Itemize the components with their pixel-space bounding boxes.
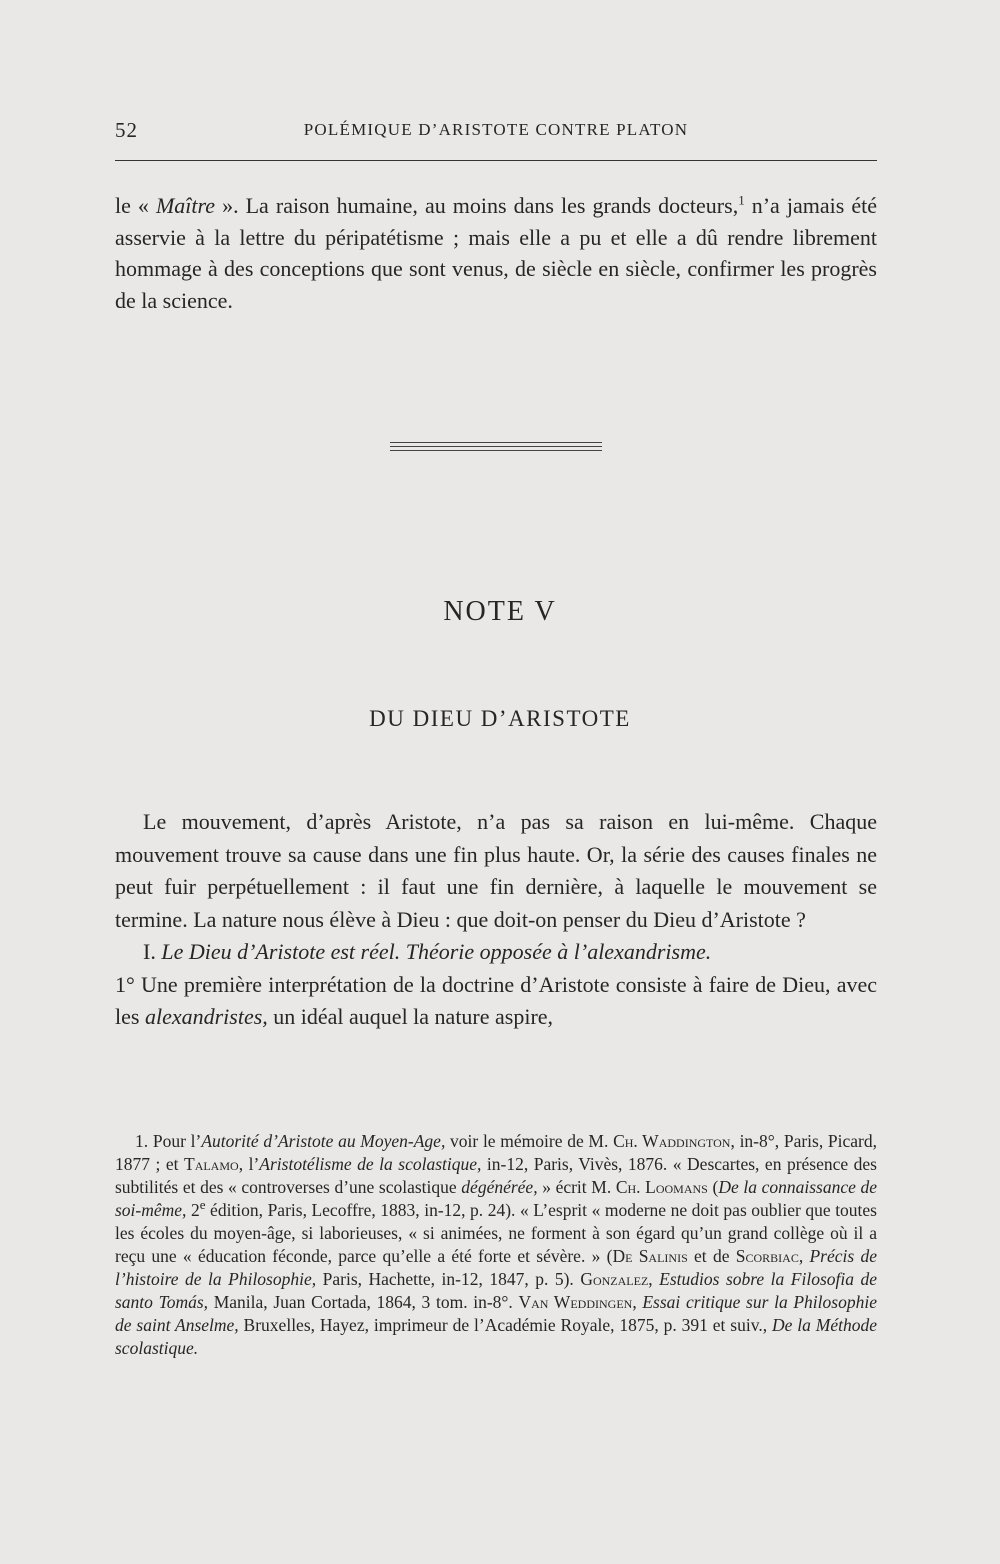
fn-author: Talamo bbox=[184, 1154, 239, 1174]
body-italic: alexandristes, bbox=[144, 1004, 268, 1029]
intro-text: n’a jamais été asservie à la lettre du péripatétisme ; mais elle a pu et elle a dû rendre librement hommage à des conceptions que sont venus, de siècle en siècle, confirmer les progrès de la science. bbox=[115, 193, 877, 313]
fn-author: Ch. Loomans bbox=[615, 1177, 708, 1197]
fn-text: ( bbox=[707, 1177, 719, 1197]
fn-text: , bbox=[648, 1269, 660, 1289]
fn-text: 1. Pour l’ bbox=[135, 1131, 202, 1151]
fn-italic: De la Méthode scolastique. bbox=[115, 1315, 877, 1358]
intro-italic: Maître bbox=[155, 193, 216, 218]
note-body bbox=[115, 806, 877, 1034]
fn-text: , l’ bbox=[238, 1154, 260, 1174]
fn-italic: Essai critique sur la Philosophie de saint Anselme, bbox=[115, 1292, 877, 1335]
footnotes bbox=[115, 1130, 877, 1360]
intro-paragraph bbox=[115, 190, 877, 316]
body-paragraph: Le mouvement, d’après Aristote, n’a pas sa raison en lui-même. Chaque mouvement trouve sa cause dans une fin plus haute. Or, la série des causes finales ne peut fuir perpétuellement : il faut une fin dernière, à laquelle le mouvement se termine. La nature nous élève à Dieu : que doit-on penser du Dieu d’Aristote ? bbox=[115, 809, 877, 932]
fn-italic: Précis de l’histoire de la Philosophie, bbox=[115, 1246, 877, 1289]
fn-author: Gonzalez bbox=[580, 1269, 649, 1289]
fn-text: 2 bbox=[186, 1200, 200, 1220]
fn-text: Paris, Hachette, in-12, 1847, p. 5). bbox=[316, 1269, 581, 1289]
note-subtitle: DU DIEU D’ARISTOTE bbox=[369, 706, 631, 731]
section-ornament-rule bbox=[390, 442, 602, 456]
section-heading-text: Le Dieu d’Aristote est réel. Théorie opposée à l’alexandrisme. bbox=[161, 939, 712, 964]
fn-text: et de bbox=[687, 1246, 736, 1266]
footnote-marker: 1 bbox=[738, 192, 745, 208]
fn-author: Van Weddingen bbox=[518, 1292, 633, 1312]
fn-text: édition, Paris, Lecoffre, 1883, in-12, p. 24). « L’esprit « moderne ne doit pas oublier que toutes les écoles du moyen-âge, si laborieuses, « si animées, ne forment à son égard qu’un grand collège où il a reçu une « éducation féconde, parce qu’elle a été forte et sévère. » ( bbox=[115, 1200, 877, 1266]
fn-text: » écrit M. bbox=[537, 1177, 616, 1197]
footnote-1 bbox=[115, 1130, 877, 1360]
intro-text: le « bbox=[115, 193, 156, 218]
fn-text: , bbox=[632, 1292, 643, 1312]
page-number: 52 bbox=[115, 118, 138, 142]
body-text: un idéal auquel la nature aspire, bbox=[267, 1004, 554, 1029]
fn-text: , bbox=[798, 1246, 810, 1266]
fn-italic: Estudios sobre la Filosofia de santo Tomás, bbox=[115, 1269, 877, 1312]
fn-italic: Autorité d’Aristote au Moyen-Age, bbox=[201, 1131, 446, 1151]
fn-author: Scorbiac bbox=[735, 1246, 799, 1266]
fn-italic: De la connaissance de soi-même, bbox=[115, 1177, 877, 1220]
section-number: I. bbox=[143, 939, 162, 964]
fn-author: De Salinis bbox=[612, 1246, 688, 1266]
fn-text: Manila, Juan Cortada, 1864, 3 tom. in-8°. bbox=[208, 1292, 519, 1312]
fn-text: in-12, Paris, Vivès, 1876. « Descartes, en présence des subtilités et des « controverses d’une scolastique bbox=[115, 1154, 877, 1197]
body-text: 1° Une première interprétation de la doctrine d’Aristote consiste à faire de Dieu, avec les bbox=[115, 971, 877, 1029]
fn-text: voir le mémoire de M. bbox=[445, 1131, 614, 1151]
running-head bbox=[115, 118, 877, 146]
fn-author: Ch. Waddington bbox=[613, 1131, 731, 1151]
intro-text: ». La raison humaine, au moins dans les grands docteurs, bbox=[215, 193, 739, 218]
note-title: NOTE V bbox=[443, 596, 557, 627]
body-paragraph bbox=[115, 969, 877, 1034]
fn-italic: Aristotélisme de la scolastique, bbox=[259, 1154, 482, 1174]
header-rule bbox=[115, 160, 877, 161]
fn-text: Bruxelles, Hayez, imprimeur de l’Académie Royale, 1875, p. 391 et suiv., bbox=[238, 1315, 772, 1335]
running-title: POLÉMIQUE D’ARISTOTE CONTRE PLATON bbox=[303, 120, 689, 139]
fn-superscript: e bbox=[199, 1197, 206, 1213]
fn-text: , in-8°, Paris, Picard, 1877 ; et bbox=[115, 1131, 878, 1174]
section-heading bbox=[115, 936, 877, 969]
fn-italic: dégénérée, bbox=[461, 1177, 538, 1197]
